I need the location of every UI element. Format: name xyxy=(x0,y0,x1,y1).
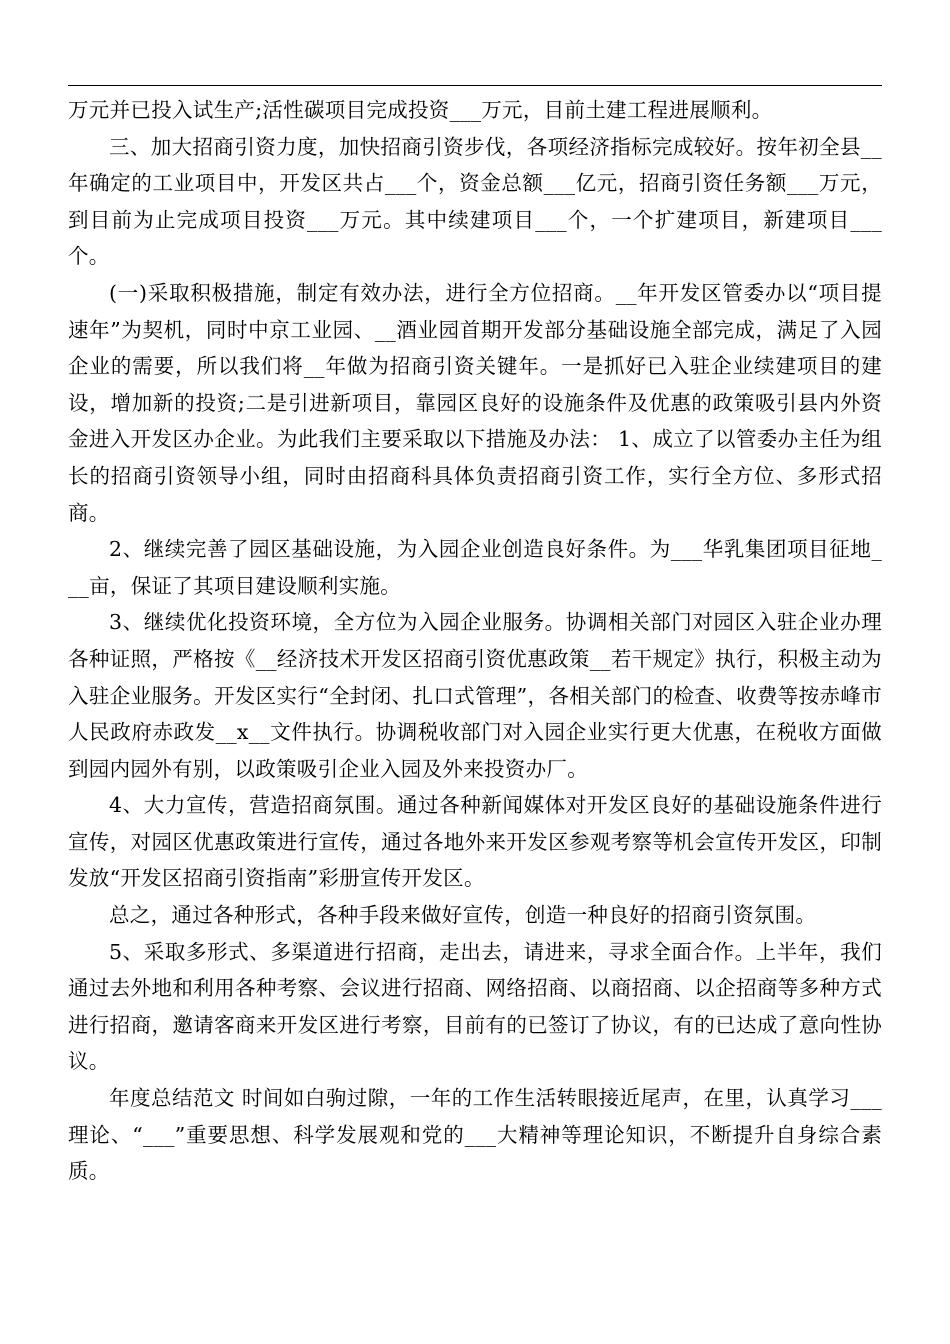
paragraph-2: 三、加大招商引资力度，加快招商引资步伐，各项经济指标完成较好。按年初全县__年确定的工业项目中，开发区共占___个，资金总额___亿元，招商引资任务额___万元，到目前为止完成项目投资___万元。其中续建项目___个，一个扩建项目，新建项目___个。 xyxy=(68,134,882,269)
paragraph-7: 总之，通过各种形式，各种手段来做好宣传，创造一种良好的招商引资氛围。 xyxy=(109,903,817,928)
paragraph-9: 年度总结范文 时间如白驹过隙，一年的工作生活转眼接近尾声，在里，认真学习___理论、“___”重要思想、科学发展观和党的___大精神等理论知识，不断提升自身综合素质。 xyxy=(68,1086,882,1184)
header-rule xyxy=(68,85,882,86)
paragraph-1: 万元并已投入试生产;活性碳项目完成投资___万元，目前土建工程进展顺利。 xyxy=(68,98,773,122)
paragraph-6: 4、大力宣传，营造招商氛围。通过各种新闻媒体对开发区良好的基础设施条件进行宣传，对园区优惠政策进行宣传，通过各地外来开发区参观考察等机会宣传开发区，印制发放“开发区招商引资指南”彩册宣传开发区。 xyxy=(68,793,882,891)
paragraph-4: 2、继续完善了园区基础设施，为入园企业创造良好条件。为___华乳集团项目征地___亩，保证了其项目建设顺利实施。 xyxy=(68,537,882,598)
paragraph-3: (一)采取积极措施，制定有效办法，进行全方位招商。__年开发区管委办以“项目提速年”为契机，同时中京工业园、__酒业园首期开发部分基础设施全部完成，满足了入园企业的需要，所以我们将__年做为招商引资关键年。一是抓好已入驻企业续建项目的建设，增加新的投资;二是引进新项目，靠园区良好的设施条件及优惠的政策吸引县内外资金进入开发区办企业。为此我们主要采取以下措施及办法： 1、成立了以管委办主任为组长的招商引资领导小组，同时由招商科具体负责招商引资工作，实行全方位、多形式招商。 xyxy=(68,280,882,525)
paragraph-8: 5、采取多形式、多渠道进行招商，走出去，请进来，寻求全面合作。上半年，我们通过去外地和利用各种考察、会议进行招商、网络招商、以商招商、以企招商等多种方式进行招商，邀请客商来开发区进行考察，目前有的已签订了协议，有的已达成了意向性协议。 xyxy=(68,939,882,1074)
document-body xyxy=(68,92,882,1190)
paragraph-5: 3、继续优化投资环境，全方位为入园企业服务。协调相关部门对园区入驻企业办理各种证照，严格按《__经济技术开发区招商引资优惠政策__若干规定》执行，积极主动为入驻企业服务。开发区实行“全封闭、扎口式管理”，各相关部门的检查、收费等按赤峰市人民政府赤政发__x__文件执行。协调税收部门对入园企业实行更大优惠，在税收方面做到园内园外有别，以政策吸引企业入园及外来投资办厂。 xyxy=(68,610,882,781)
